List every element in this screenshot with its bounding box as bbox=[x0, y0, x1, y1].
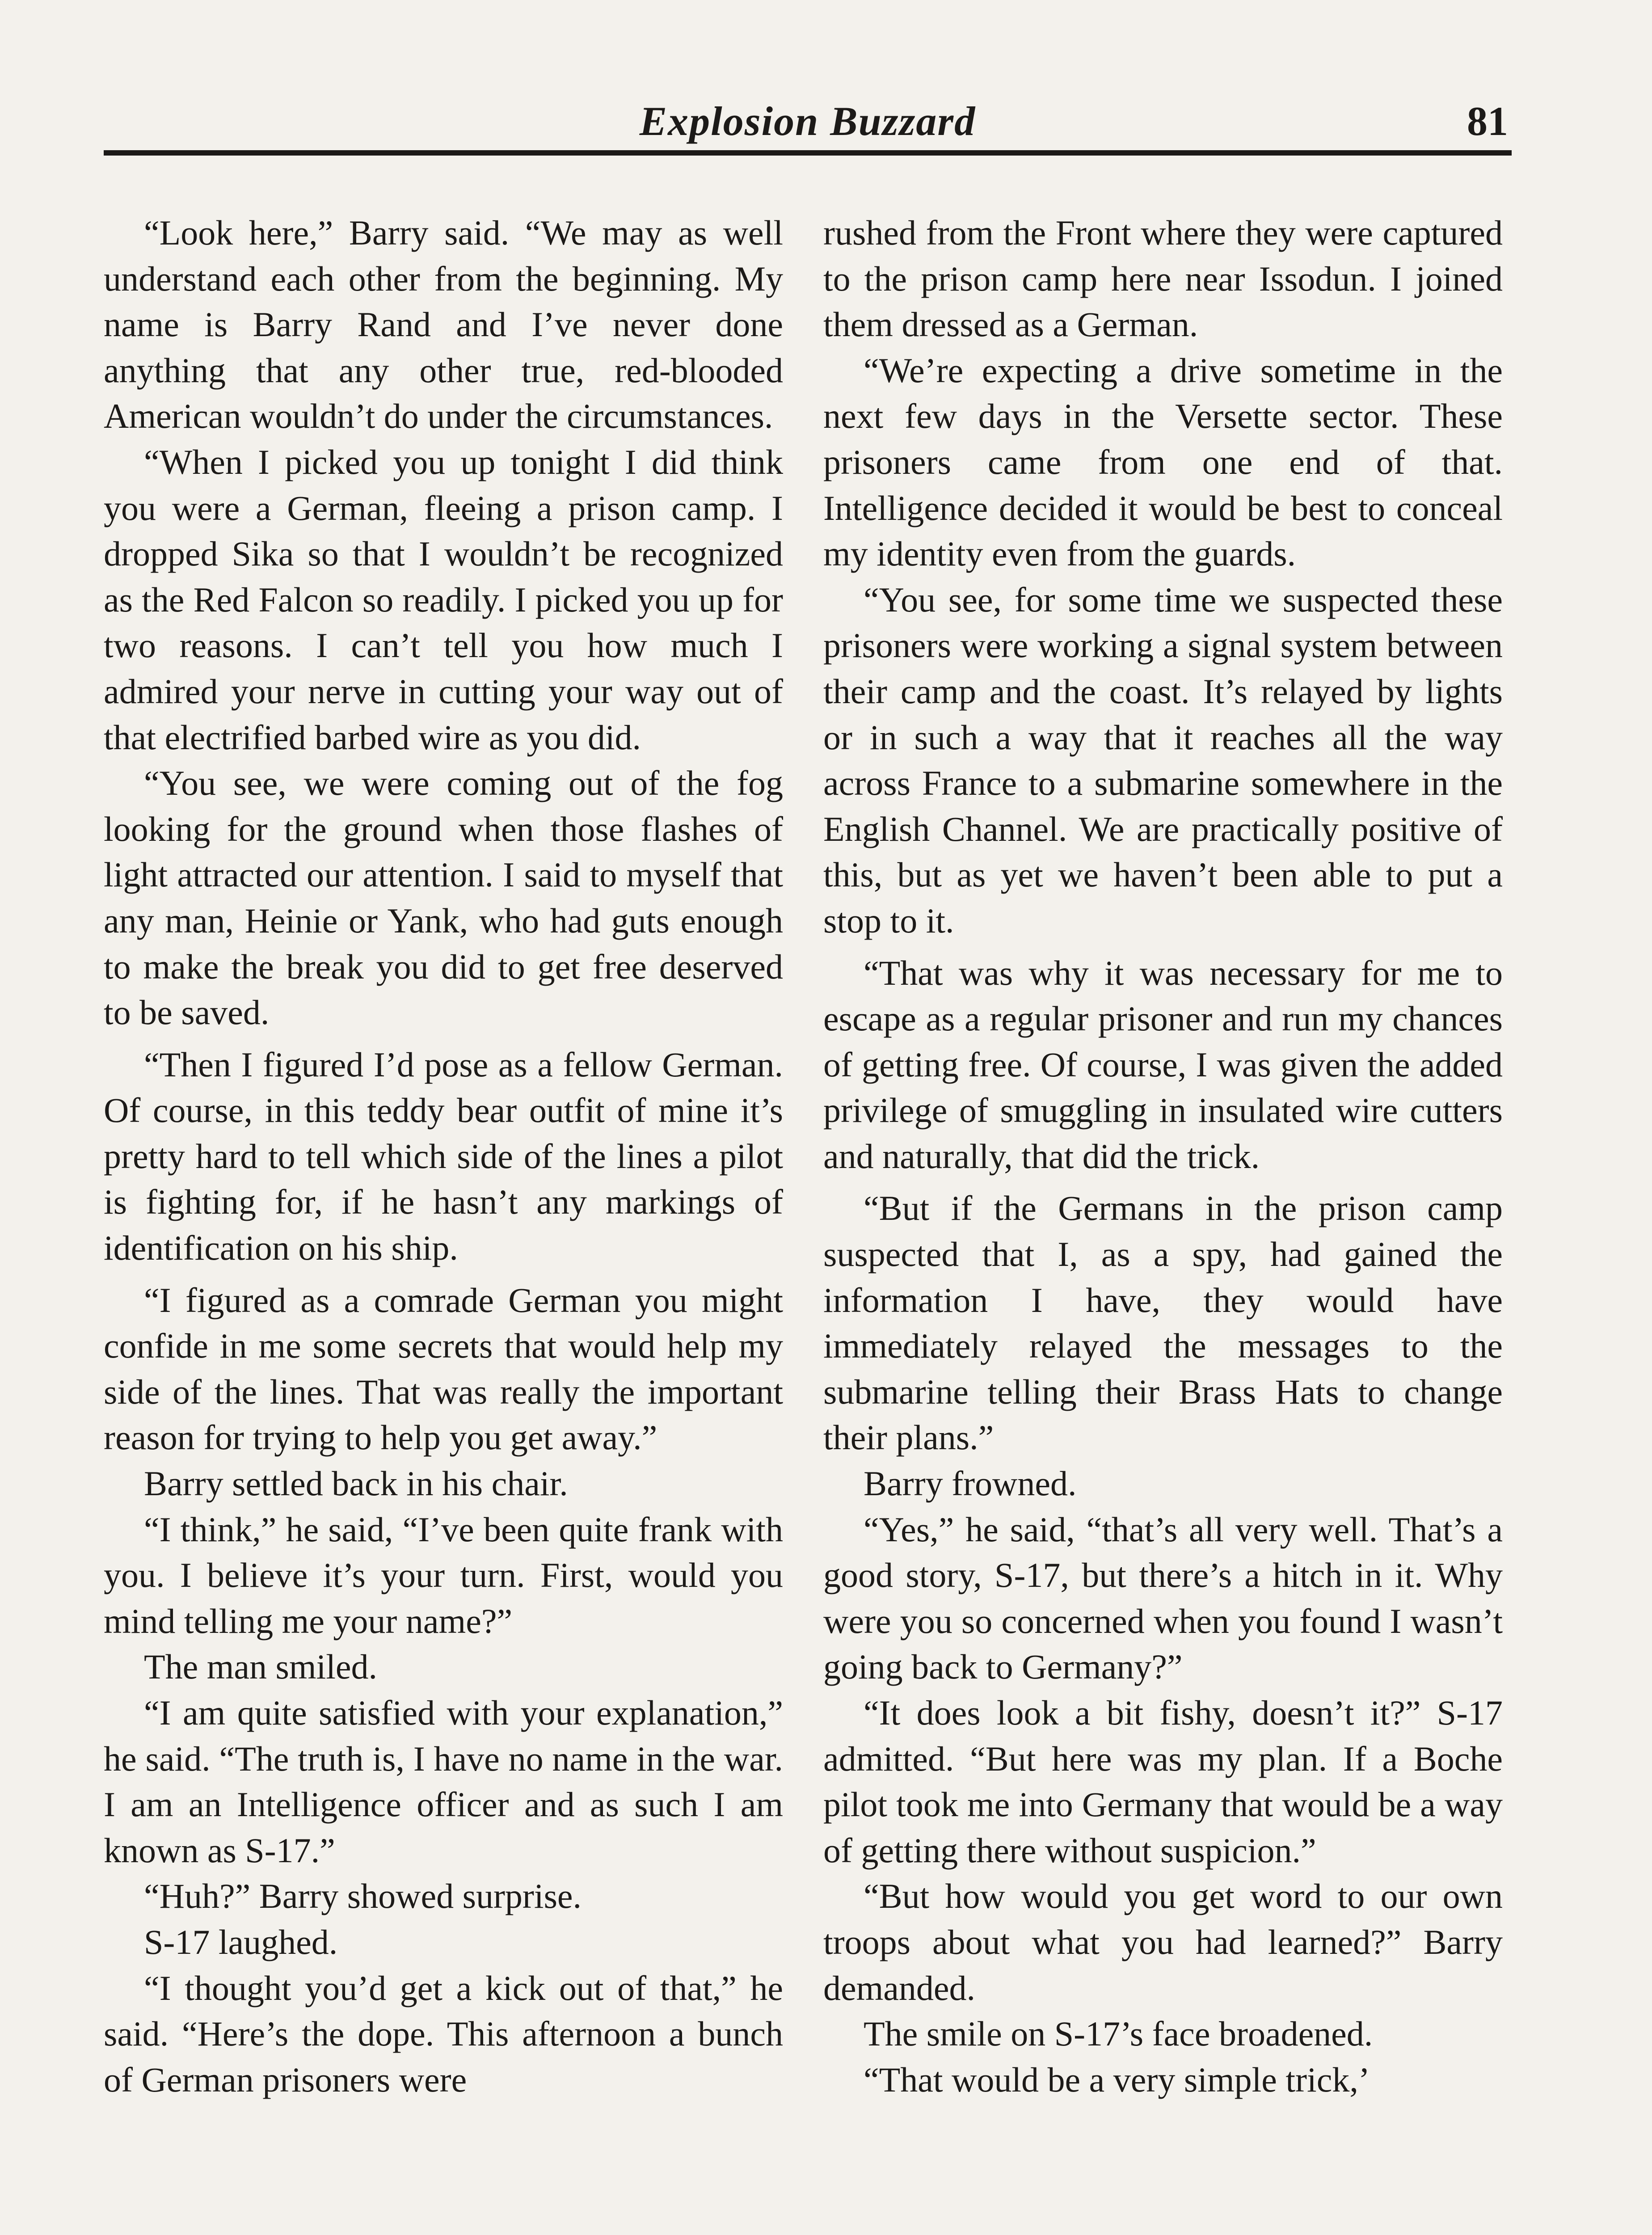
paragraph: “You see, we were coming out of the fog looking for the ground when those flashes of light attracted our attention. I said to myself that any man, Heinie or Yank, who had guts enough to make the break you did to get free deserved to be saved. bbox=[104, 763, 783, 1032]
paragraph: “That would be a very simple trick,’ bbox=[864, 2060, 1370, 2099]
page-number: 81 bbox=[1467, 98, 1508, 144]
paragraph: “But if the Germans in the prison camp suspected that I, as a spy, had gained the information I have, they would have immediately relayed the messages to the submarine telling their Brass Hats to change their plans.” bbox=[823, 1189, 1503, 1457]
paragraph: S-17 laughed. bbox=[144, 1922, 338, 1961]
left-column bbox=[104, 210, 783, 2103]
paragraph: Barry frowned. bbox=[864, 1464, 1077, 1503]
running-header bbox=[104, 85, 1512, 152]
paragraph: “We’re expecting a drive sometime in the next few days in the Versette sector. These prisoners came from one end of that. Intelligence decided it would be best to conceal my identity even from the guards. bbox=[823, 350, 1503, 574]
paragraph: The smile on S-17’s face broadened. bbox=[864, 2014, 1373, 2054]
paragraph: “Huh?” Barry showed surprise. bbox=[144, 1877, 582, 1916]
paragraph-continued: rushed from the Front where they were captured to the prison camp here near Issodun. I joined them dressed as a German. bbox=[823, 213, 1503, 344]
paragraph: “I am quite satisfied with your explanation,” he said. “The truth is, I have no name in the war. I am an Intelligence officer and as such I am known as S-17.” bbox=[104, 1693, 783, 1870]
paragraph: “You see, for some time we suspected these prisoners were working a signal system between their camp and the coast. It’s relayed by lights or in such a way that it reaches all the way across France to a submarine somewhere in the English Channel. We are practically positive of this, but as yet we haven’t been able to put a stop to it. bbox=[823, 580, 1503, 940]
paragraph: “Then I figured I’d pose as a fellow German. Of course, in this teddy bear outfit of mine it’s pretty hard to tell which side of the lines a pilot is fighting for, if he hasn’t any markings of identification on his ship. bbox=[104, 1045, 783, 1268]
paragraph: “I think,” he said, “I’ve been quite frank with you. I believe it’s your turn. First, would you mind telling me your name?” bbox=[104, 1510, 783, 1640]
paragraph: “Look here,” Barry said. “We may as well understand each other from the beginning. My name is Barry Rand and I’ve never done anything that any other true, red-blooded American wouldn’t do under the circumstances. bbox=[104, 213, 783, 436]
paragraph: “But how would you get word to our own troops about what you had learned?” Barry demanded. bbox=[823, 1877, 1503, 2007]
running-title: Explosion Buzzard bbox=[639, 98, 976, 144]
paragraph: “It does look a bit fishy, doesn’t it?” S-17 admitted. “But here was my plan. If a Boche pilot took me into Germany that would be a way of getting there without suspicion.” bbox=[823, 1693, 1503, 1870]
paragraph: Barry settled back in his chair. bbox=[144, 1464, 568, 1503]
right-column bbox=[823, 210, 1503, 2103]
header-rule bbox=[104, 150, 1512, 156]
paragraph: “Yes,” he said, “that’s all very well. That’s a good story, S-17, but there’s a hitch in it. Why were you so concerned when you found I wasn’t going back to Germany?” bbox=[823, 1510, 1503, 1687]
paragraph: “I thought you’d get a kick out of that,” he said. “Here’s the dope. This afternoon a bunch of German prisoners were bbox=[104, 1968, 783, 2099]
paragraph: “I figured as a comrade German you might confide in me some secrets that would help my side of the lines. That was really the important reason for trying to help you get away.” bbox=[104, 1280, 783, 1457]
paragraph: The man smiled. bbox=[144, 1647, 378, 1687]
paragraph: “That was why it was necessary for me to escape as a regular prisoner and run my chances of getting free. Of course, I was given the added privilege of smuggling in insulated wire cutters and naturally, that did the trick. bbox=[823, 953, 1503, 1176]
paragraph: “When I picked you up tonight I did think you were a German, fleeing a prison camp. I dropped Sika so that I wouldn’t be recognized as the Red Falcon so readily. I picked you up for two reasons. I can’t tell you how much I admired your nerve in cutting your way out of that electrified barbed wire as you did. bbox=[104, 442, 783, 757]
